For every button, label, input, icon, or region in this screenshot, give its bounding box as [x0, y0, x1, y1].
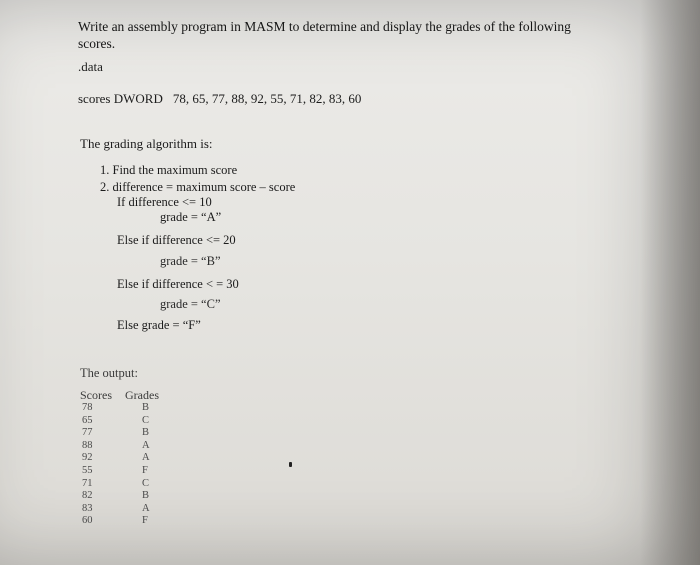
score-cell: 88 [82, 439, 93, 451]
grade-cell: F [142, 464, 148, 476]
page-edge-shadow [640, 0, 700, 565]
scores-declaration-label: scores DWORD [78, 91, 163, 106]
grade-cell: F [142, 515, 148, 527]
grade-cell: A [142, 502, 150, 514]
grade-cell: A [142, 452, 150, 464]
data-section-keyword: .data [78, 59, 103, 74]
grade-a-assignment: grade = “A” [160, 210, 222, 224]
condition-else-if-30: Else if difference < = 30 [117, 277, 239, 291]
grades-column [142, 402, 156, 528]
score-cell: 78 [82, 402, 93, 413]
score-cell: 55 [82, 464, 93, 476]
grade-cell: B [142, 427, 150, 439]
grade-cell: C [142, 414, 150, 426]
condition-if: If difference <= 10 [117, 195, 212, 209]
algorithm-step-1: 1. Find the maximum score [100, 163, 238, 177]
score-cell: 77 [82, 427, 93, 439]
grade-cell: C [142, 477, 150, 489]
condition-else: Else grade = “F” [117, 318, 201, 332]
scores-declaration-values: 78, 65, 77, 88, 92, 55, 71, 82, 83, 60 [172, 91, 362, 106]
grade-cell: A [142, 439, 150, 451]
grade-c-assignment: grade = “C” [160, 297, 221, 311]
grade-cell: B [142, 490, 150, 502]
paper-speck [289, 462, 292, 467]
score-cell: 71 [82, 477, 93, 489]
scores-column-header: Scores [80, 388, 112, 402]
score-cell: 82 [82, 490, 93, 502]
algorithm-intro: The grading algorithm is: [80, 136, 213, 151]
score-cell: 60 [82, 515, 93, 527]
scores-column [82, 402, 102, 528]
assignment-heading: Write an assembly program in MASM to determine and display the grades of the following scores. [78, 19, 571, 51]
output-label: The output: [80, 366, 138, 380]
grade-b-assignment: grade = “B” [160, 254, 221, 268]
score-cell: 92 [82, 452, 93, 464]
condition-else-if-20: Else if difference <= 20 [117, 233, 236, 247]
algorithm-step-2: 2. difference = maximum score – score [100, 180, 296, 194]
score-cell: 65 [82, 414, 93, 426]
grade-cell: B [142, 402, 150, 413]
scores-declaration [78, 91, 361, 107]
grades-column-header: Grades [125, 388, 159, 402]
score-cell: 83 [82, 502, 93, 514]
